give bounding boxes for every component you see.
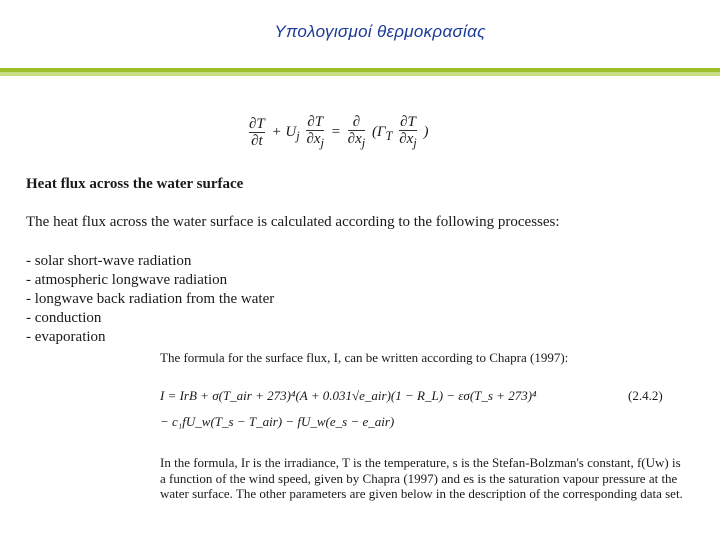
- transport-equation: [246, 114, 429, 151]
- equation-number: (2.4.2): [628, 388, 663, 403]
- list-item: - atmospheric longwave radiation: [26, 272, 228, 288]
- list-item: - evaporation: [26, 329, 106, 345]
- slide-title: Υπολογισμοί θερμοκρασίας: [274, 22, 486, 41]
- eq1-term2: [306, 114, 324, 151]
- formula-explanation: In the formula, Ir is the irradiance, T is the temperature, s is the Stefan-Bolzman's constant, f(Uw) is a function of the wind speed, given by Chapra (1997) and es is the saturation vapour pressure at the water surface. The other parameters are given below in the description of the corresponding data set.: [160, 455, 683, 501]
- eq1-den4: ∂x: [399, 131, 414, 147]
- eq1-term3: [348, 114, 366, 151]
- eq1-den3-wrap: [348, 131, 366, 151]
- eq1-gamma: (Γ: [371, 123, 386, 140]
- eq1-close: ): [423, 123, 429, 140]
- eq1-den2-wrap: [306, 131, 324, 151]
- eq1-den4-sub: j: [413, 136, 417, 150]
- eq1-equals: =: [330, 123, 341, 140]
- process-list: [26, 252, 274, 347]
- eq1-term4: [399, 114, 417, 151]
- section-heading: Heat flux across the water surface: [26, 176, 244, 192]
- title-divider-light: [0, 72, 720, 76]
- eq1-sub-j: j: [296, 128, 300, 143]
- formula-intro: The formula for the surface flux, I, can be written according to Chapra (1997):: [160, 350, 569, 365]
- eq1-den1: ∂t: [251, 133, 263, 149]
- flux-equation-line2: − c₁fU_w(T_s − T_air) − fU_w(e_s − e_air): [160, 414, 395, 429]
- flux-equation-line1: I = IrB + σ(T_air + 273)⁴(A + 0.031√e_air)(1 − R_L) − εσ(T_s + 273)⁴: [160, 388, 537, 403]
- eq1-den2-sub: j: [320, 136, 325, 150]
- eq1-num3: ∂: [348, 114, 366, 131]
- eq1-den3-sub: j: [361, 136, 366, 150]
- list-item: - conduction: [26, 310, 102, 326]
- eq1-den2: ∂x: [306, 131, 321, 147]
- eq1-gamma-sub: T: [385, 128, 393, 143]
- section-intro: The heat flux across the water surface is calculated according to the following processes:: [26, 214, 560, 230]
- list-item: - longwave back radiation from the water: [26, 291, 275, 307]
- eq1-num2: ∂T: [307, 114, 324, 130]
- eq1-num4: ∂T: [400, 114, 416, 130]
- eq1-den3: ∂x: [347, 131, 362, 147]
- eq1-plus: + U: [271, 123, 297, 140]
- eq1-den4-wrap: [399, 131, 417, 151]
- list-item: - solar short-wave radiation: [26, 253, 192, 269]
- eq1-term1: [249, 116, 265, 149]
- eq1-num1: ∂T: [249, 116, 265, 132]
